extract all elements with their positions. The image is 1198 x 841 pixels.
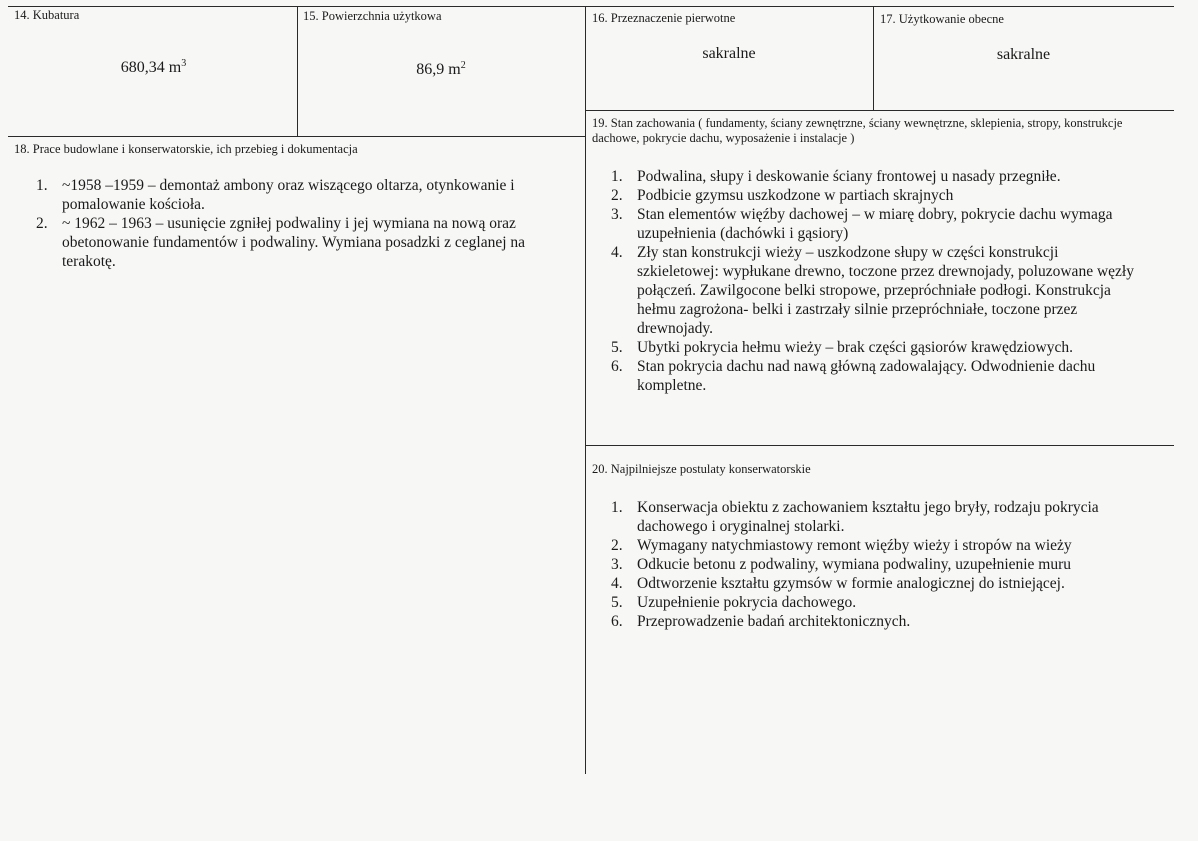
list-item xyxy=(611,555,1151,574)
list-item-text: Ubytki pokrycia hełmu wieży – brak części gąsiorów krawędziowych. xyxy=(637,339,1074,356)
field-16-label: 16. Przeznaczenie pierwotne xyxy=(592,11,736,25)
field-19-label: 19. Stan zachowania ( fundamenty, ściany zewnętrzne, ściany wewnętrzne, sklepienia, stropy, konstrukcje dachowe, pokrycie dachu, wyposażenie i instalacje ) xyxy=(592,116,1123,145)
field-15-label: 15. Powierzchnia użytkowa xyxy=(303,9,442,23)
field-15-value-text: 86,9 m xyxy=(416,61,461,78)
field-18-list xyxy=(36,176,574,271)
field-17-value: sakralne xyxy=(996,46,1051,63)
field-14-value xyxy=(10,58,297,77)
row1-bottom-left xyxy=(8,136,585,137)
list-item xyxy=(611,338,1141,357)
list-item xyxy=(611,167,1141,186)
list-item xyxy=(611,612,1151,631)
list-item-number: 5. xyxy=(611,339,623,356)
field-15-value xyxy=(297,60,585,79)
list-item xyxy=(611,498,1151,536)
list-item-number: 2. xyxy=(36,215,48,232)
field-16-value: sakralne xyxy=(702,45,756,62)
list-item-text: Wymagany natychmiastowy remont więźby wieży i stropów na wieży xyxy=(637,537,1072,554)
divider-19-20 xyxy=(585,445,1174,446)
field-15-unit-sup: 2 xyxy=(460,60,466,71)
list-item-number: 3. xyxy=(611,206,623,223)
list-item-number: 2. xyxy=(611,537,623,554)
field-19-list xyxy=(611,167,1141,395)
list-item-text: Odkucie betonu z podwaliny, wymiana podwaliny, uzupełnienie muru xyxy=(637,556,1072,573)
list-item-number: 1. xyxy=(611,168,623,185)
center-divider xyxy=(585,6,586,774)
list-item-number: 4. xyxy=(611,575,623,592)
list-item-text: Stan pokrycia dachu nad nawą główną zadowalający. Odwodnienie dachu kompletne. xyxy=(637,358,1096,394)
list-item-text: Zły stan konstrukcji wieży – uszkodzone słupy w części konstrukcji szkieletowej: wypłukane drewno, toczone przez drewnojady, poluzowane węzły połączeń. Zawilgocone belki stropowe, przepróchniałe podłogi. Konstrukcja hełmu zagrożona- belki i zastrzały silnie przepróchniałe, toczone przez drewnojady. xyxy=(637,244,1134,337)
list-item-number: 1. xyxy=(36,177,48,194)
list-item xyxy=(611,186,1141,205)
list-item-text: Konserwacja obiektu z zachowaniem kształtu jego bryły, rodzaju pokrycia dachowego i oryginalnej stolarki. xyxy=(637,499,1099,535)
field-14-label: 14. Kubatura xyxy=(14,8,80,22)
field-14-value-text: 680,34 m xyxy=(120,59,182,76)
list-item xyxy=(611,205,1141,243)
list-item xyxy=(36,176,574,214)
field-18-label: 18. Prace budowlane i konserwatorskie, ich przebieg i dokumentacja xyxy=(14,142,358,156)
list-item-text: Uzupełnienie pokrycia dachowego. xyxy=(637,594,857,611)
list-item-text: Podbicie gzymsu uszkodzone w partiach skrajnych xyxy=(637,187,954,204)
field-14-unit-sup: 3 xyxy=(181,58,187,69)
list-item-number: 6. xyxy=(611,613,623,630)
list-item-text: Podwalina, słupy i deskowanie ściany frontowej u nasady przegniłe. xyxy=(637,168,1061,185)
list-item xyxy=(36,214,574,271)
field-20-label: 20. Najpilniejsze postulaty konserwatorskie xyxy=(592,462,811,476)
top-border xyxy=(8,6,1174,7)
row1-bottom-right xyxy=(585,110,1174,111)
list-item-text: Stan elementów więźby dachowej – w miarę dobry, pokrycie dachu wymaga uzupełnienia (dachówki i gąsiory) xyxy=(637,206,1113,242)
list-item xyxy=(611,593,1151,612)
list-item-number: 3. xyxy=(611,556,623,573)
list-item-number: 4. xyxy=(611,244,623,261)
field-20-list xyxy=(611,498,1151,631)
list-item xyxy=(611,574,1151,593)
list-item-text: ~ 1962 – 1963 – usunięcie zgniłej podwaliny i jej wymiana na nową oraz obetonowanie fundamentów i podwaliny. Wymiana posadzki z ceglanej na terakotę. xyxy=(62,215,526,270)
field-17-label: 17. Użytkowanie obecne xyxy=(880,12,1004,26)
list-item-text: Przeprowadzenie badań architektonicznych. xyxy=(637,613,911,630)
list-item xyxy=(611,243,1141,338)
list-item-text: Odtworzenie kształtu gzymsów w formie analogicznej do istniejącej. xyxy=(637,575,1065,592)
list-item-number: 2. xyxy=(611,187,623,204)
list-item xyxy=(611,357,1141,395)
list-item-number: 6. xyxy=(611,358,623,375)
list-item-number: 1. xyxy=(611,499,623,516)
list-item-text: ~1958 –1959 – demontaż ambony oraz wiszącego oltarza, otynkowanie i pomalowanie kościoła. xyxy=(62,177,515,213)
list-item-number: 5. xyxy=(611,594,623,611)
list-item xyxy=(611,536,1151,555)
